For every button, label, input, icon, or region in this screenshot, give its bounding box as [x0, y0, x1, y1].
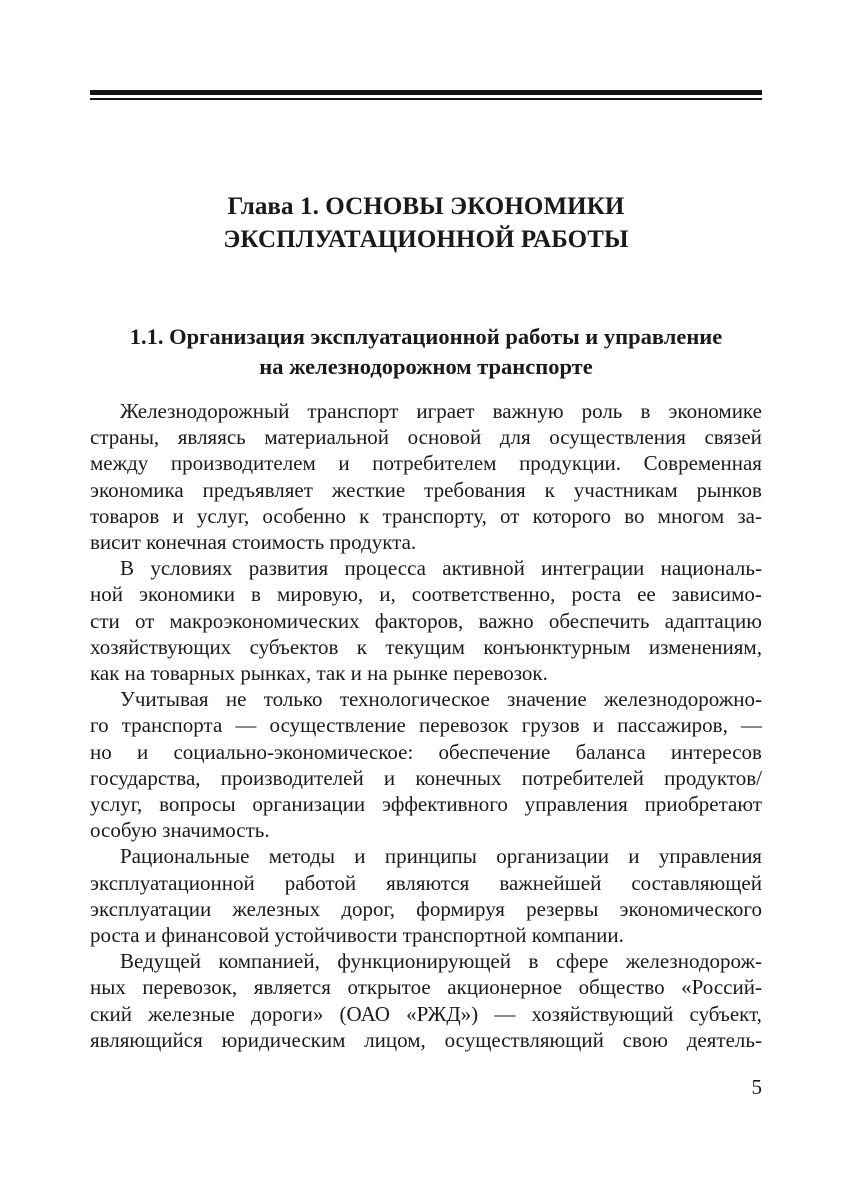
text-line: висит конечная стоимость продукта. — [90, 530, 417, 555]
chapter-title-line: Глава 1. ОСНОВЫ ЭКОНОМИКИ — [227, 193, 625, 220]
text-line: особую значимость. — [90, 818, 270, 843]
text-line: Учитывая не только технологическое значение железнодорожно- — [120, 687, 762, 712]
text-line: Железнодорожный транспорт играет важную роль в экономике — [120, 399, 762, 423]
chapter-title-line: ЭКСПЛУАТАЦИОННОЙ РАБОТЫ — [223, 226, 629, 253]
text-line: товаров и услуг, особенно к транспорту, от которого во многом за- — [90, 503, 762, 528]
section-title-line: 1.1. Организация эксплуатационной работы и управление — [129, 324, 723, 349]
text-line: эксплуатации железных дорог, формируя резервы экономического — [90, 896, 762, 921]
text-line: го транспорта — осуществление перевозок грузов и пассажиров, — — [90, 713, 762, 738]
body-text — [90, 398, 762, 1053]
paragraph — [90, 398, 762, 555]
text-line: как на товарных рынках, так и на рынке перевозок. — [90, 661, 548, 686]
text-line: ных перевозок, является открытое акционерное общество «Россий- — [90, 975, 762, 1000]
paragraph — [90, 686, 762, 843]
text-line: страны, являясь материальной основой для осуществления связей — [90, 425, 762, 450]
text-line: хозяйствующих субъектов к текущим конъюнктурным изменениям, — [90, 634, 762, 659]
text-line: ский железные дороги» (ОАО «РЖД») — хозяйствующий субъект, — [90, 1001, 762, 1026]
text-line: услуг, вопросы организации эффективного управления приобретают — [90, 792, 762, 817]
header-rule-thin — [90, 98, 762, 100]
text-line: Ведущей компанией, функционирующей в сфере железнодорож- — [120, 949, 762, 974]
section-title — [90, 322, 762, 382]
paragraph — [90, 843, 762, 948]
text-line: ной экономики в мировую, и, соответственно, роста ее зависимо- — [90, 582, 762, 607]
text-line: роста и финансовой устойчивости транспортной компании. — [90, 923, 624, 948]
text-line: между производителем и потребителем продукции. Современная — [90, 451, 762, 476]
page-number: 5 — [751, 1075, 762, 1099]
header-rule-thick — [90, 90, 762, 95]
text-line: являющийся юридическим лицом, осуществляющий свою деятель- — [90, 1027, 762, 1052]
text-line: сти от макроэкономических факторов, важно обеспечить адаптацию — [90, 608, 762, 633]
paragraph — [90, 555, 762, 686]
text-line: Рациональные методы и принципы организации и управления — [120, 844, 762, 869]
text-line: экономика предъявляет жесткие требования к участникам рынков — [90, 477, 762, 502]
paragraph — [90, 948, 762, 1053]
text-line: государства, производителей и конечных потребителей продуктов/ — [90, 765, 762, 790]
section-title-line: на железнодорожном транспорте — [259, 354, 593, 379]
text-line: эксплуатационной работой являются важнейшей составляющей — [90, 870, 762, 895]
text-line: В условиях развития процесса активной интеграции националь- — [120, 556, 762, 581]
chapter-title — [90, 190, 762, 256]
text-line: но и социально-экономическое: обеспечение баланса интересов — [90, 739, 762, 764]
